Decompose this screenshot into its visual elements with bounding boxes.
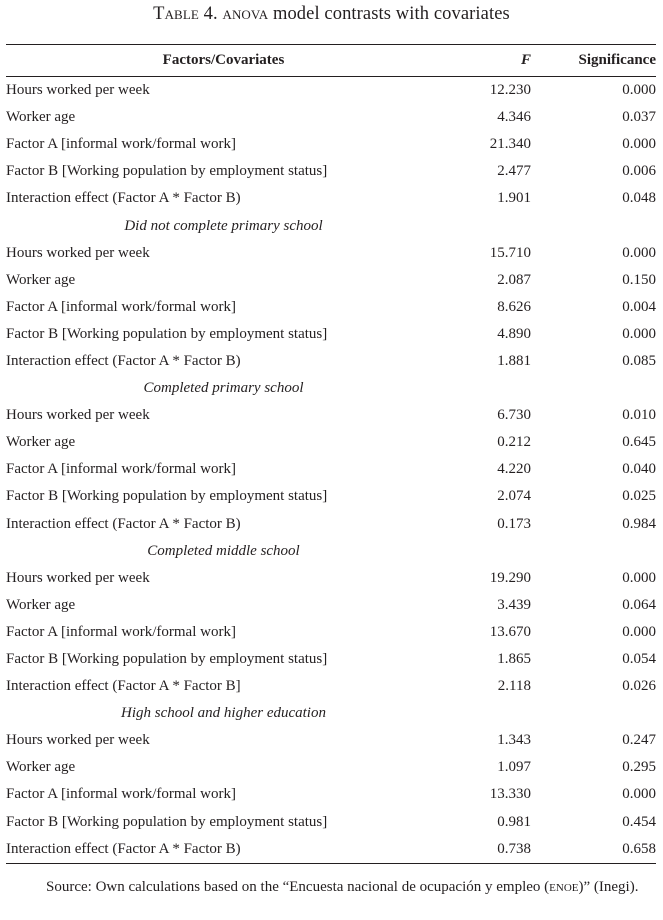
f-value: 1.343 bbox=[497, 732, 531, 749]
f-value: 6.730 bbox=[497, 407, 531, 424]
significance-value: 0.000 bbox=[622, 82, 656, 99]
significance-value: 0.645 bbox=[622, 434, 656, 451]
significance-value: 0.004 bbox=[622, 298, 656, 315]
source-suffix: )” (Inegi). bbox=[578, 879, 639, 895]
significance-value: 0.000 bbox=[622, 569, 656, 586]
table-row bbox=[6, 511, 656, 538]
section-heading-row bbox=[6, 375, 656, 402]
significance-value: 0.040 bbox=[622, 461, 656, 478]
source-prefix: Source: Own calculations based on the “Encuesta nacional de ocupación y empleo ( bbox=[46, 879, 550, 895]
f-value: 1.901 bbox=[497, 190, 531, 207]
table-caption bbox=[0, 4, 663, 25]
row-label: Factor A [informal work/formal work] bbox=[6, 461, 236, 478]
table-row bbox=[6, 321, 656, 348]
row-label: Factor A [informal work/formal work] bbox=[6, 786, 236, 803]
table-row bbox=[6, 456, 656, 483]
f-value: 0.738 bbox=[497, 840, 531, 857]
section-heading-cell bbox=[6, 375, 656, 402]
f-value: 3.439 bbox=[497, 596, 531, 613]
row-label: Interaction effect (Factor A * Factor B) bbox=[6, 190, 241, 207]
row-label: Factor A [informal work/formal work] bbox=[6, 623, 236, 640]
f-value: 1.097 bbox=[497, 759, 531, 776]
section-heading: Completed primary school bbox=[143, 380, 304, 397]
row-label: Interaction effect (Factor A * Factor B] bbox=[6, 678, 241, 695]
source-note bbox=[6, 876, 646, 898]
row-label: Worker age bbox=[6, 434, 76, 451]
significance-value: 0.454 bbox=[622, 813, 656, 830]
row-label: Worker age bbox=[6, 109, 76, 126]
row-label: Interaction effect (Factor A * Factor B) bbox=[6, 352, 241, 369]
f-value: 15.710 bbox=[489, 244, 531, 261]
table-row bbox=[6, 836, 656, 864]
table-row bbox=[6, 77, 656, 105]
table-row bbox=[6, 402, 656, 429]
row-label: Worker age bbox=[6, 271, 76, 288]
significance-value: 0.006 bbox=[622, 163, 656, 180]
row-label: Hours worked per week bbox=[6, 569, 150, 586]
row-label: Interaction effect (Factor A * Factor B) bbox=[6, 840, 241, 857]
f-value: 4.220 bbox=[497, 461, 531, 478]
significance-value: 0.247 bbox=[622, 732, 656, 749]
table-row bbox=[6, 809, 656, 836]
anova-table bbox=[6, 44, 656, 864]
table-number: Table 4. bbox=[153, 4, 218, 24]
f-value: 4.890 bbox=[497, 325, 531, 342]
significance-value: 0.984 bbox=[622, 515, 656, 532]
f-value: 19.290 bbox=[489, 569, 531, 586]
section-heading: High school and higher education bbox=[121, 705, 326, 722]
section-heading: Completed middle school bbox=[147, 542, 300, 559]
significance-value: 0.295 bbox=[622, 759, 656, 776]
section-heading-row bbox=[6, 212, 656, 239]
table-row bbox=[6, 781, 656, 808]
f-value: 0.173 bbox=[497, 515, 531, 532]
row-label: Factor B [Working population by employment status] bbox=[6, 163, 328, 180]
caption-title: model contrasts with covariates bbox=[272, 4, 510, 24]
row-label: Worker age bbox=[6, 596, 76, 613]
table-row bbox=[6, 673, 656, 700]
section-heading-cell bbox=[6, 212, 656, 239]
f-value: 21.340 bbox=[489, 136, 531, 153]
header-significance: Significance bbox=[578, 52, 656, 68]
significance-value: 0.000 bbox=[622, 786, 656, 803]
source-acronym: enoe bbox=[549, 879, 579, 895]
f-value: 2.477 bbox=[497, 163, 531, 180]
section-heading-row bbox=[6, 538, 656, 565]
significance-value: 0.658 bbox=[622, 840, 656, 857]
table-row bbox=[6, 131, 656, 158]
row-label: Worker age bbox=[6, 759, 76, 776]
header-f: F bbox=[520, 52, 531, 68]
header-factors: Factors/Covariates bbox=[162, 52, 285, 68]
caption-acronym: anova bbox=[222, 4, 269, 24]
section-heading: Did not complete primary school bbox=[124, 217, 323, 234]
significance-value: 0.000 bbox=[622, 244, 656, 261]
f-value: 13.330 bbox=[489, 786, 531, 803]
row-label: Factor B [Working population by employment status] bbox=[6, 325, 328, 342]
header-row bbox=[6, 45, 656, 77]
table-row bbox=[6, 565, 656, 592]
table-row bbox=[6, 592, 656, 619]
significance-value: 0.150 bbox=[622, 271, 656, 288]
significance-value: 0.010 bbox=[622, 407, 656, 424]
f-value: 13.670 bbox=[489, 623, 531, 640]
table-row bbox=[6, 429, 656, 456]
f-value: 2.118 bbox=[497, 678, 531, 695]
significance-value: 0.000 bbox=[622, 325, 656, 342]
row-label: Hours worked per week bbox=[6, 407, 150, 424]
row-label: Factor B [Working population by employment status] bbox=[6, 651, 328, 668]
section-heading-cell bbox=[6, 538, 656, 565]
section-heading-cell bbox=[6, 700, 656, 727]
f-value: 12.230 bbox=[489, 82, 531, 99]
table-row bbox=[6, 727, 656, 754]
table-body bbox=[6, 77, 656, 864]
table-row bbox=[6, 240, 656, 267]
row-label: Interaction effect (Factor A * Factor B) bbox=[6, 515, 241, 532]
row-label: Hours worked per week bbox=[6, 732, 150, 749]
table-row bbox=[6, 104, 656, 131]
f-value: 0.981 bbox=[497, 813, 531, 830]
f-value: 2.087 bbox=[497, 271, 531, 288]
row-label: Factor B [Working population by employment status] bbox=[6, 813, 328, 830]
significance-value: 0.048 bbox=[622, 190, 656, 207]
table-row bbox=[6, 158, 656, 185]
table-header bbox=[6, 45, 656, 77]
significance-value: 0.000 bbox=[622, 136, 656, 153]
significance-value: 0.025 bbox=[622, 488, 656, 505]
f-value: 2.074 bbox=[497, 488, 531, 505]
significance-value: 0.026 bbox=[622, 678, 656, 695]
f-value: 1.881 bbox=[497, 352, 531, 369]
row-label: Factor A [informal work/formal work] bbox=[6, 136, 236, 153]
f-value: 8.626 bbox=[497, 298, 531, 315]
table-row bbox=[6, 619, 656, 646]
table-row bbox=[6, 754, 656, 781]
significance-value: 0.000 bbox=[622, 623, 656, 640]
f-value: 0.212 bbox=[497, 434, 531, 451]
table-row bbox=[6, 646, 656, 673]
significance-value: 0.085 bbox=[622, 352, 656, 369]
f-value: 1.865 bbox=[497, 651, 531, 668]
significance-value: 0.037 bbox=[622, 109, 656, 126]
row-label: Hours worked per week bbox=[6, 244, 150, 261]
table-row bbox=[6, 185, 656, 212]
f-value: 4.346 bbox=[497, 109, 531, 126]
table-row bbox=[6, 348, 656, 375]
row-label: Factor B [Working population by employment status] bbox=[6, 488, 328, 505]
significance-value: 0.064 bbox=[622, 596, 656, 613]
row-label: Factor A [informal work/formal work] bbox=[6, 298, 236, 315]
section-heading-row bbox=[6, 700, 656, 727]
significance-value: 0.054 bbox=[622, 651, 656, 668]
row-label: Hours worked per week bbox=[6, 82, 150, 99]
table-row bbox=[6, 483, 656, 510]
table-row bbox=[6, 267, 656, 294]
table-row bbox=[6, 294, 656, 321]
